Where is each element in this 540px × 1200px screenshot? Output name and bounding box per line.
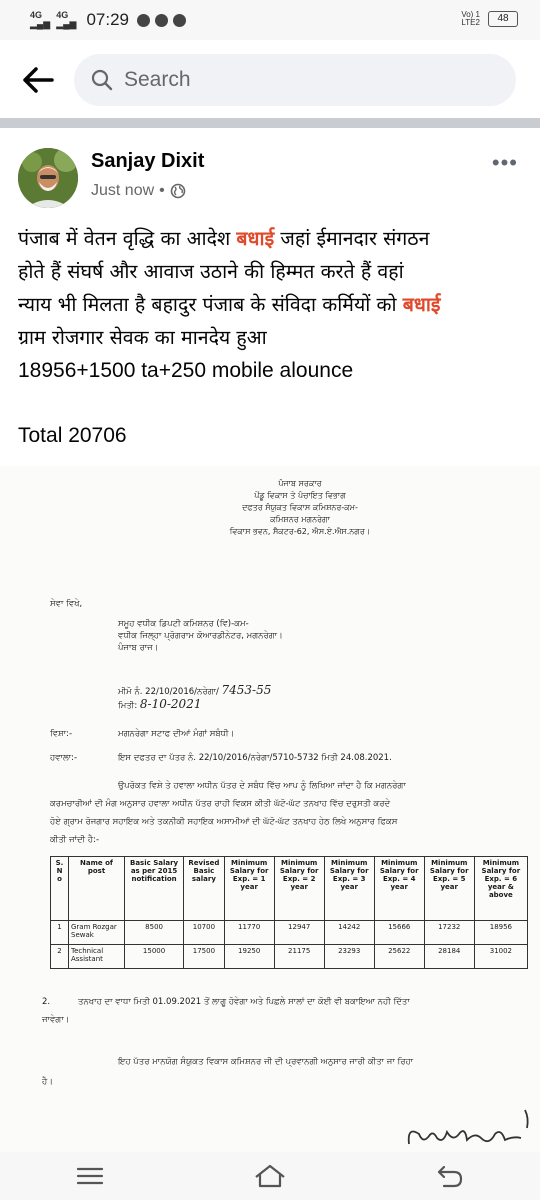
clock: 07:29 (86, 10, 130, 29)
doc-salutation: ਸੇਵਾ ਵਿਖੇ, (50, 599, 83, 609)
table-header-cell: Basic Salary as per 2015 notification (125, 857, 184, 921)
doc-para3-line: ਇਹ ਪੱਤਰ ਮਾਨਯੋਗ ਸੰਯੁਕਤ ਵਿਕਾਸ ਕਮਿਸ਼ਨਰ ਜੀ ਦੀ ਪ੍ਰਵਾਨਗੀ ਅਨੁਸਾਰ ਜਾਰੀ ਕੀਤਾ ਜਾ ਰਿਹਾ (118, 1057, 414, 1067)
doc-para2-line: ਜਾਵੇਗਾ। (42, 1015, 70, 1025)
feed-divider (0, 118, 540, 128)
doc-header-line: ਦਫਤਰ ਸੰਯੁਕਤ ਵਿਕਾਸ ਕਮਿਸ਼ਨਰ-ਕਮ- (242, 503, 358, 512)
document-header (200, 478, 400, 538)
salary-table (50, 856, 528, 969)
doc-addressee-line: ਵਧੀਕ ਜਿਲ੍ਹਾ ਪ੍ਰੋਗਰਾਮ ਕੋਆਰਡੀਨੇਟਰ, ਮਗਨਰੇਗਾ। (118, 631, 283, 641)
highlight-word: बधाई (236, 227, 275, 250)
post-meta (91, 182, 186, 200)
doc-subject-label: ਵਿਸ਼ਾ:- (50, 729, 73, 739)
table-header-cell: Minimum Salary for Exp. = 4 year (374, 857, 424, 921)
post-text (18, 222, 530, 387)
memo-handwritten: 7453-55 (221, 683, 272, 697)
post-total: Total 20706 (18, 424, 127, 447)
signature-mark (405, 1106, 535, 1152)
post-text-line (18, 255, 530, 288)
doc-header-line: ਪੰਜਾਬ ਸਰਕਾਰ (278, 479, 322, 488)
table-cell: Gram Rozgar Sewak (69, 921, 125, 945)
home-icon (253, 1163, 287, 1189)
separator-dot: • (159, 182, 165, 199)
post-text-line (18, 288, 530, 321)
back-arrow-icon (436, 1163, 464, 1189)
table-cell: 10700 (184, 921, 225, 945)
doc-subject: ਮਗਨਰੇਗਾ ਸਟਾਫ ਦੀਆਂ ਮੰਗਾਂ ਸਬੰਧੀ। (118, 729, 235, 739)
table-cell: 25622 (374, 945, 424, 969)
table-cell: 31002 (474, 945, 527, 969)
author-name[interactable]: Sanjay Dixit (91, 150, 205, 172)
timestamp[interactable]: Just now (91, 182, 155, 199)
table-header-cell: S. N o (51, 857, 69, 921)
post-text-segment: होते हैं संघर्ष और आवाज उठाने की हिम्मत करते हैं वहां (18, 260, 404, 283)
signal-icon-2: 4G ▂▄▆ (56, 10, 77, 29)
table-header-cell: Minimum Salary for Exp. = 3 year (324, 857, 374, 921)
more-options-button[interactable]: ••• (491, 150, 518, 175)
doc-addressee-line: ਸਮੂਹ ਵਧੀਕ ਡਿਪਟੀ ਕਮਿਸ਼ਨਰ (ਵਿ)-ਕਮ- (118, 619, 249, 629)
post-text-line (18, 222, 530, 255)
doc-para2-line: ਤਨਖਾਹ ਦਾ ਵਾਧਾ ਮਿਤੀ 01.09.2021 ਤੋਂ ਲਾਗੂ ਹੋਵੇਗਾ ਅਤੇ ਪਿਛਲੇ ਸਾਲਾਂ ਦਾ ਕੋਈ ਵੀ ਬਕਾਇਆ ਨਹੀ ਦਿੱਤਾ (78, 997, 410, 1007)
telegram-icon (173, 14, 186, 27)
avatar[interactable] (18, 148, 78, 208)
doc-date (118, 698, 201, 712)
table-cell: 28184 (424, 945, 474, 969)
search-placeholder: Search (124, 68, 191, 91)
table-header-cell: Minimum Salary for Exp. = 6 year & above (474, 857, 527, 921)
table-cell: 17500 (184, 945, 225, 969)
back-nav-button[interactable] (430, 1158, 470, 1194)
table-cell: 12947 (274, 921, 324, 945)
post-text-line (18, 321, 530, 354)
table-cell: 17232 (424, 921, 474, 945)
doc-para3-line: ਹੈ। (42, 1077, 53, 1087)
status-bar (0, 0, 540, 40)
doc-para-line: ਕਰਮਚਾਰੀਆਂ ਦੀ ਮੰਗ ਅਨੁਸਾਰ ਹਵਾਲਾ ਅਧੀਨ ਪੱਤਰ ਰਾਹੀ ਵਿਕਸ ਕੀਤੀ ਘੱਟੋ-ਘੱਟ ਤਨਖਾਹ ਵਿੱਚ ਦਰੁਸਤੀ ਕਰਦੇ (50, 799, 391, 809)
table-cell: 14242 (324, 921, 374, 945)
whatsapp-icon (137, 14, 150, 27)
post-text-segment: ग्राम रोजगार सेवक का मानदेय हुआ (18, 326, 267, 349)
table-cell: 11770 (224, 921, 274, 945)
post-formula: 18956+1500 ta+250 mobile alounce (18, 359, 354, 382)
table-cell: 15000 (125, 945, 184, 969)
memo-number: ਮੀਮੋ ਨੰ. 22/10/2016/ਨਰੇਗਾ/ (118, 687, 219, 697)
table-cell: 2 (51, 945, 69, 969)
doc-reference-label: ਹਵਾਲਾ:- (50, 753, 78, 763)
doc-header-line: ਪੇਂਡੂ ਵਿਕਾਸ ਤੇ ਪੰਚਾਇਤ ਵਿਭਾਗ (254, 491, 346, 500)
table-cell: 15666 (374, 921, 424, 945)
highlight-word: बधाई (402, 293, 441, 316)
signal-icon: 4G ▂▄▆ (30, 10, 51, 29)
profile-photo (18, 148, 78, 208)
table-header-cell: Name of post (69, 857, 125, 921)
back-button[interactable] (18, 60, 58, 100)
doc-para2-num: 2. (42, 997, 51, 1007)
table-header-cell: Minimum Salary for Exp. = 2 year (274, 857, 324, 921)
table-cell: 19250 (224, 945, 274, 969)
battery-icon: 48 (488, 11, 518, 27)
table-cell: 1 (51, 921, 69, 945)
system-nav-bar (0, 1152, 540, 1200)
volte-indicator: Vo) 1 LTE2 (461, 10, 480, 27)
post-text-segment: जहां ईमानदार संगठन (274, 227, 430, 250)
top-bar (0, 40, 540, 118)
table-header-cell: Revised Basic salary (184, 857, 225, 921)
doc-para-line: ਉਪਰੋਕਤ ਵਿਸ਼ੇ ਤੇ ਹਵਾਲਾ ਅਧੀਨ ਪੱਤਰ ਦੇ ਸਬੰਧ ਵਿੱਚ ਆਪ ਨੂੰ ਲਿਖਿਆ ਜਾਂਦਾ ਹੈ ਕਿ ਮਗਨਰੇਗਾ (118, 781, 406, 791)
menu-lines-icon (76, 1164, 104, 1188)
doc-para-line: ਕੀਤੀ ਜਾਂਦੀ ਹੈ:- (50, 835, 100, 845)
doc-addressee-line: ਪੰਜਾਬ ਰਾਜ। (118, 643, 159, 653)
globe-icon (170, 183, 186, 199)
search-icon (90, 68, 114, 92)
table-row (51, 921, 528, 945)
doc-para-line: ਹੋਏ ਗ੍ਰਾਮ ਰੋਜਗਾਰ ਸਹਾਇਕ ਅਤੇ ਤਕਨੀਕੀ ਸਹਾਇਕ ਅਸਾਮੀਆਂ ਦੀ ਘੱਟੋ-ਘੱਟ ਤਨਖਾਹ ਹੇਠ ਲਿਖੇ ਅਨੁਸਾਰ ਫਿਕਸ (50, 817, 398, 827)
home-button[interactable] (250, 1158, 290, 1194)
doc-header-line: ਕਮਿਸ਼ਨਰ ਮਗਨਰੇਗਾ (270, 515, 330, 524)
attached-document-image[interactable] (0, 466, 540, 1152)
recents-button[interactable] (70, 1158, 110, 1194)
doc-header-line: ਵਿਕਾਸ ਭਵਨ, ਸੈਕਟਰ-62, ਐਸ.ਏ.ਐਸ.ਨਗਰ। (229, 527, 371, 536)
date-label: ਮਿਤੀ: (118, 701, 138, 711)
date-handwritten: 8-10-2021 (139, 697, 202, 711)
doc-memo (118, 684, 271, 698)
salary-table-header (51, 857, 528, 921)
arrow-left-icon (18, 60, 58, 100)
search-input[interactable] (74, 54, 516, 106)
table-cell: 18956 (474, 921, 527, 945)
post-text-segment: न्याय भी मिलता है बहादुर पंजाब के संविदा कर्मियों को (18, 293, 403, 316)
table-cell: 21175 (274, 945, 324, 969)
table-cell: 23293 (324, 945, 374, 969)
messenger-icon (155, 14, 168, 27)
table-cell: Technical Assistant (69, 945, 125, 969)
table-row (51, 945, 528, 969)
table-cell: 8500 (125, 921, 184, 945)
doc-reference: ਇਸ ਦਫਤਰ ਦਾ ਪੱਤਰ ਨੰ. 22/10/2016/ਨਰੇਗਾ/5710-5732 ਮਿਤੀ 24.08.2021. (118, 753, 392, 763)
post-text-segment: पंजाब में वेतन वृद्धि का आदेश (18, 227, 237, 250)
table-header-cell: Minimum Salary for Exp. = 5 year (424, 857, 474, 921)
table-header-cell: Minimum Salary for Exp. = 1 year (224, 857, 274, 921)
